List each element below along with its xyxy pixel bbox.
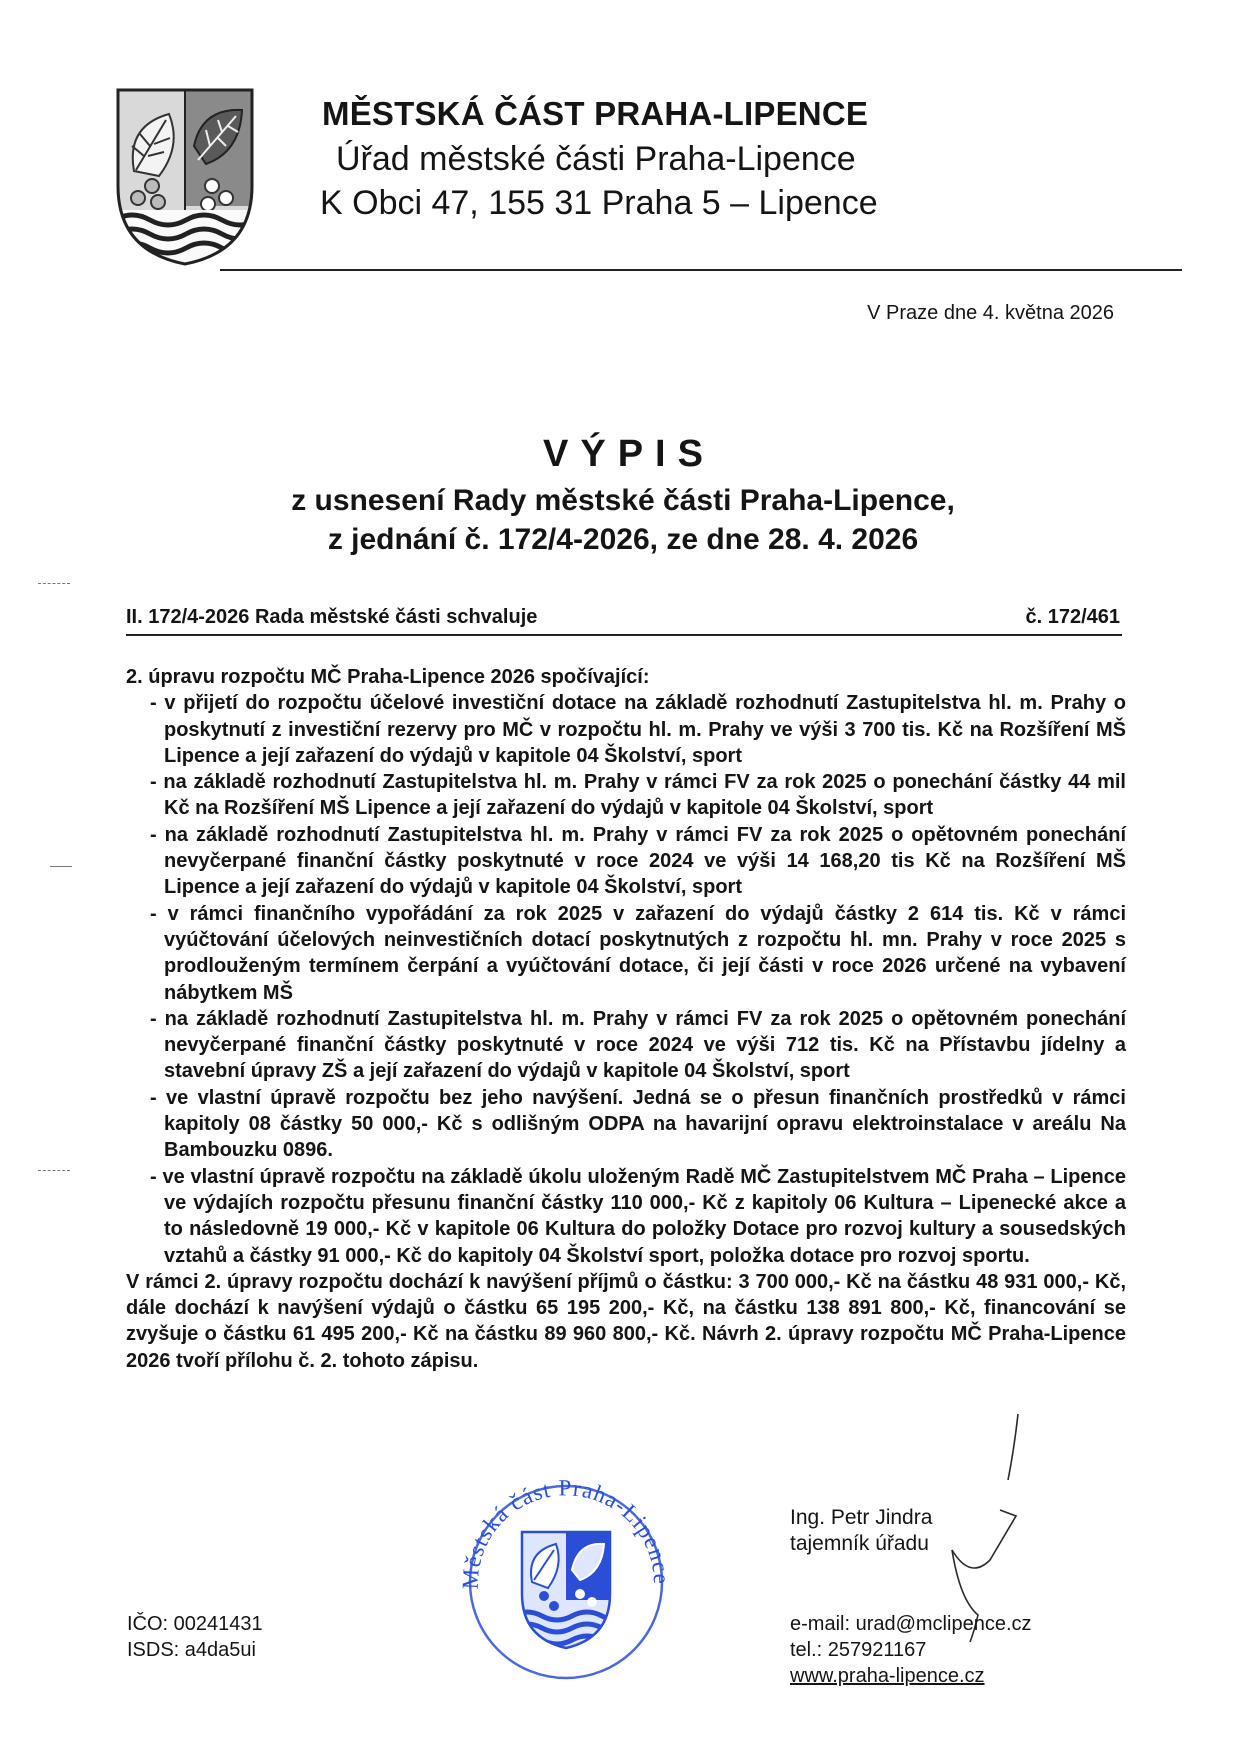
- margin-mark: [50, 866, 72, 868]
- resolution-body: [126, 664, 1126, 1374]
- website-link[interactable]: www.praha-lipence.cz: [790, 1665, 985, 1687]
- list-item: - v přijetí do rozpočtu účelové investiční dotace na základě rozhodnutí Zastupitelstva hl. m. Prahy o poskytnutí z investiční rezervy pro MČ v rozpočtu hl. m. Prahy ve výši 3 700 tis. Kč na Rozšíření MŠ Lipence a její zařazení do výdajů v kapitole 04 Školství, sport: [150, 692, 1126, 767]
- document-date: V Praze dne 4. května 2026: [867, 302, 1114, 324]
- signer-name: Ing. Petr Jindra: [790, 1506, 933, 1529]
- official-stamp: [452, 1470, 680, 1682]
- handwritten-signature: [930, 1410, 1040, 1645]
- meeting-reference: z jednání č. 172/4-2026, ze dne 28. 4. 2026: [327, 523, 919, 556]
- resolution-number: č. 172/461: [1025, 606, 1120, 628]
- document-subtitle: z usnesení Rady městské části Praha-Lipence,: [291, 484, 955, 517]
- list-item: - v rámci finančního vypořádání za rok 2025 v zařazení do výdajů částky 2 614 tis. Kč v rámci vyúčtování účelových neinvestičních dotací poskytnutých z rozpočtu hl. mn. Prahy v roce 2025 s prodlouženým termínem čerpání a vyúčtování dotace, či její části v roce 2026 určené na vybavení nábytkem MŠ: [150, 902, 1126, 1004]
- contact-phone: tel.: 257921167: [790, 1639, 927, 1661]
- list-item: - ve vlastní úpravě rozpočtu na základě úkolu uloženým Radě MČ Zastupitelstvem MČ Praha – Lipence ve výdajích rozpočtu přesunu finanční částky 110 000,- Kč z kapitoly 06 Kultura – Lipenecké akce a to následovně 19 000,- Kč v kapitole 06 Kultura do položky Dotace pro rozvoj kultury a sousedských vztahů a částky 91 000,- Kč do kapitoly 04 Školství sport, položka dotace pro rozvoj sportu.: [150, 1165, 1126, 1267]
- municipal-crest-logo: [114, 86, 256, 268]
- company-id: IČO: 00241431: [127, 1613, 263, 1635]
- resolution-heading: [126, 604, 1122, 636]
- margin-mark: [38, 583, 70, 585]
- stamp-text: Městská část Praha-Lipence: [457, 1475, 675, 1590]
- list-item: - ve vlastní úpravě rozpočtu bez jeho navýšení. Jedná se o přesun finančních prostředků v rámci kapitoly 08 částky 50 000,- Kč s odlišným ODPA na havarijní opravu elektroinstalace v areálu Na Bambouzku 0896.: [150, 1086, 1126, 1162]
- resolution-intro: 2. úpravu rozpočtu MČ Praha-Lipence 2026 spočívající:: [126, 666, 650, 688]
- signer-role: tajemník úřadu: [790, 1532, 929, 1555]
- list-item: - na základě rozhodnutí Zastupitelstva hl. m. Prahy v rámci FV za rok 2025 o ponechání částky 44 mil Kč na Rozšíření MŠ Lipence a její zařazení do výdajů v kapitole 04 Školství, sport: [150, 771, 1126, 820]
- contact-email[interactable]: e-mail: urad@mclipence.cz: [790, 1613, 1032, 1635]
- margin-mark: [38, 1170, 70, 1172]
- list-item: - na základě rozhodnutí Zastupitelstva hl. m. Prahy v rámci FV za rok 2025 o opětovném ponechání nevyčerpané finanční částky poskytnuté v roce 2024 ve výši 712 tis. Kč na Přístavbu jídelny a stavební úpravy ZŠ a její zařazení do výdajů v kapitole 04 Školství, sport: [150, 1007, 1126, 1083]
- resolution-title: II. 172/4-2026 Rada městské části schvaluje: [126, 606, 538, 628]
- data-box-id: ISDS: a4da5ui: [127, 1639, 256, 1661]
- org-name: MĚSTSKÁ ČÁST PRAHA-LIPENCE: [322, 95, 869, 132]
- document-title: VÝPIS: [543, 433, 715, 475]
- org-office: Úřad městské části Praha-Lipence: [336, 140, 856, 178]
- org-address: K Obci 47, 155 31 Praha 5 – Lipence: [320, 184, 878, 222]
- list-item: - na základě rozhodnutí Zastupitelstva hl. m. Prahy v rámci FV za rok 2025 o opětovném ponechání nevyčerpané finanční částky poskytnuté v roce 2024 ve výši 14 168,20 tis Kč na Rozšíření MŠ Lipence a její zařazení do výdajů v kapitole 04 Školství, sport: [150, 823, 1126, 899]
- header-divider: [220, 269, 1182, 271]
- resolution-closing: V rámci 2. úpravy rozpočtu dochází k navýšení příjmů o částku: 3 700 000,- Kč na částku 48 931 000,- Kč, dále dochází k navýšení výdajů o částku 65 195 200,- Kč, na částku 138 891 800,- Kč, financování se zvyšuje o částku 61 495 200,- Kč na částku 89 960 800,- Kč. Návrh 2. úpravy rozpočtu MČ Praha-Lipence 2026 tvoří přílohu č. 2. tohoto zápisu.: [126, 1270, 1126, 1372]
